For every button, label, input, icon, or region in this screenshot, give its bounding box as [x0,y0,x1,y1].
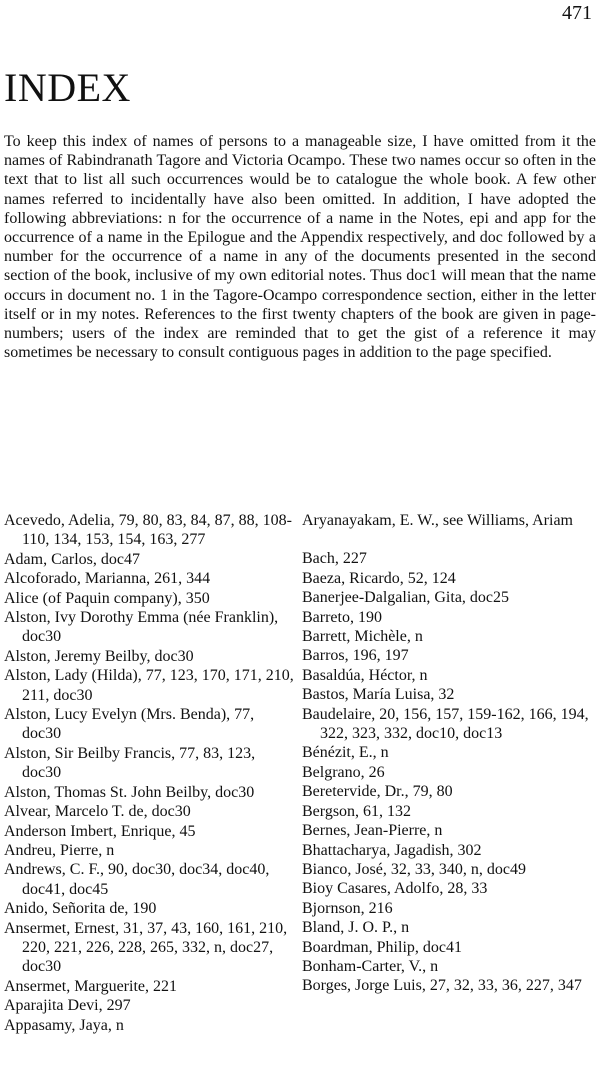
index-entry: Bergson, 61, 132 [302,802,412,820]
index-entry: Bernes, Jean-Pierre, n [302,822,443,840]
index-entry: Baeza, Ricardo, 52, 124 [302,569,456,587]
index-entry: Barrett, Michèle, n [302,628,423,646]
index-entry: Barros, 196, 197 [302,647,409,665]
index-entry: Basaldúa, Héctor, n [302,666,428,684]
index-entry: Bach, 227 [302,550,367,568]
index-entry: Bianco, José, 32, 33, 340, n, doc49 [302,860,526,878]
index-entry: Alston, Thomas St. John Beilby, doc30 [4,783,255,801]
index-entry: Ansermet, Ernest, 31, 37, 43, 160, 161, 210, 220, 221, 226, 228, 265, 332, n, doc27, doc30 [4,919,288,976]
index-entry: Bland, J. O. P., n [302,919,410,937]
index-entry: Bastos, María Luisa, 32 [302,686,455,704]
index-entry: Appasamy, Jaya, n [4,1016,124,1034]
index-entry: Alston, Lady (Hilda), 77, 123, 170, 171, 210, 211, doc30 [4,667,294,704]
index-entry: Acevedo, Adelia, 79, 80, 83, 84, 87, 88, 108-110, 134, 153, 154, 163, 277 [4,512,292,549]
index-entry: Bioy Casares, Adolfo, 28, 33 [302,880,488,898]
index-entry: Alcoforado, Marianna, 261, 344 [4,570,211,588]
index-entry: Ansermet, Marguerite, 221 [4,977,177,995]
index-entry: Barreto, 190 [302,608,382,626]
index-entry: Alston, Jeremy Beilby, doc30 [4,647,194,665]
index-entry: Alston, Ivy Dorothy Emma (née Franklin), doc30 [4,609,279,646]
index-entry: Adam, Carlos, doc47 [4,550,140,568]
index-column-left [4,511,294,1035]
index-entry: Alston, Sir Beilby Francis, 77, 83, 123, doc30 [4,744,256,782]
index-entry: Bénézit, E., n [302,744,389,762]
index-entry: Aryanayakam, E. W., see Williams, Ariam [302,512,573,529]
index-entry: Andreu, Pierre, n [4,841,115,859]
index-entry: Alice (of Paquin company), 350 [4,589,210,607]
index-entry: Bhattacharya, Jagadish, 302 [302,841,482,859]
index-column-right [302,511,598,996]
index-entry: Boardman, Philip, doc41 [302,938,462,956]
index-entry: Beretervide, Dr., 79, 80 [302,783,453,801]
section-gap [302,530,598,549]
index-entry: Baudelaire, 20, 156, 157, 159-162, 166, 194, 322, 323, 332, doc10, doc13 [302,705,589,743]
index-entry: Aparajita Devi, 297 [4,997,131,1015]
page-number: 471 [562,2,592,24]
index-entry: Anderson Imbert, Enrique, 45 [4,822,196,840]
index-entry: Belgrano, 26 [302,763,385,781]
index-entry: Bonham-Carter, V., n [302,957,439,975]
index-entry: Anido, Señorita de, 190 [4,900,157,918]
intro-paragraph: To keep this index of names of persons to a manageable size, I have omitted from it the names of Rabindranath Tagore and Victoria Ocampo. These two names occur so often in the text that to list all such occurrences would be to catalogue the whole book. A few other names referred to incidentally have also been omitted. In addition, I have adopted the following abbreviations: n for the occurrence of a name in the Notes, epi and app for the occurrence of a name in the Epilogue and the Appendix respectively, and doc followed by a number for the occurrence of a name in any of the documents presented in the second section of the book, inclusive of my own editorial notes. Thus doc1 will mean that the name occurs in document no. 1 in the Tagore-Ocampo correspondence section, either in the letter itself or in my notes. References to the first twenty chapters of the book are given in page-numbers; users of the index are reminded that to get the gist of a reference it may sometimes be necessary to consult contiguous pages in addition to the page specified. [4,133,596,362]
index-entry: Alvear, Marcelo T. de, doc30 [4,803,191,821]
index-entry: Borges, Jorge Luis, 27, 32, 33, 36, 227, 347 [302,977,582,995]
index-entry: Banerjee-Dalgalian, Gita, doc25 [302,589,510,607]
index-entry: Bjornson, 216 [302,899,393,917]
index-entry: Andrews, C. F., 90, doc30, doc34, doc40, doc41, doc45 [4,861,270,898]
page-title: INDEX [4,65,131,110]
index-entry: Alston, Lucy Evelyn (Mrs. Benda), 77, doc30 [4,706,255,743]
